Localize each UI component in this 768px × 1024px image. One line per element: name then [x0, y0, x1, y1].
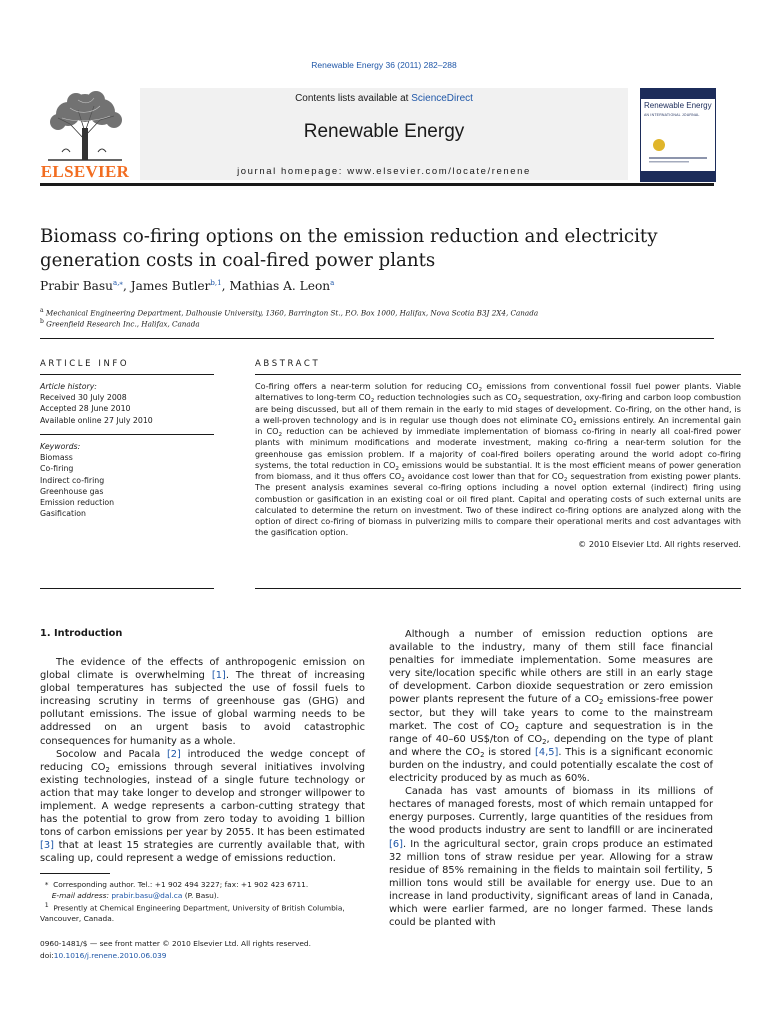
- email-link[interactable]: prabir.basu@dal.ca: [111, 890, 183, 900]
- journal-title: Renewable Energy: [303, 121, 465, 142]
- article-title: Biomass co-firing options on the emission reduction and electricity generation costs in coal-fired power plants: [40, 226, 658, 271]
- reference-link[interactable]: [4,5]: [534, 746, 559, 758]
- keyword-item: Emission reduction: [40, 498, 115, 508]
- author-affil-mark[interactable]: b,1: [210, 279, 222, 287]
- right-column: [389, 628, 713, 929]
- paragraph: The evidence of the effects of anthropogenic emission on global climate is overwhelming [1]. The threat of increasing global temperatures has subjected the use of fossil fuels to increasing scrutiny in terms of greenhouse gas (GHG) and pollutant emissions. The issue of global warming needs to be addressed on an urgent basis to avoid catastrophic consequences for humanity as a whole.: [40, 657, 365, 747]
- keyword-item: Co-firing: [40, 464, 74, 474]
- journal-cover-image[interactable]: [640, 88, 716, 182]
- doi-label: doi:: [40, 951, 54, 960]
- doi-line: [40, 950, 440, 962]
- footnote-rule: [40, 873, 110, 874]
- author-name[interactable]: James Butler: [130, 279, 211, 294]
- author-name[interactable]: Prabir Basu: [40, 279, 114, 294]
- keywords: [40, 441, 214, 519]
- header-rule: [40, 183, 714, 186]
- journal-homepage[interactable]: journal homepage: www.elsevier.com/locate/renene: [237, 166, 531, 177]
- contents-prefix: Contents lists available at: [295, 93, 412, 104]
- affiliation-mark: a: [40, 307, 44, 314]
- abstract-rule: [255, 374, 741, 375]
- author-name[interactable]: Mathias A. Leon: [229, 279, 331, 294]
- footnote-email: [40, 891, 370, 902]
- affiliation-text: Greenfield Research Inc., Halifax, Canada: [46, 319, 200, 329]
- reference-link[interactable]: [6]: [389, 838, 403, 850]
- keywords-label: Keywords:: [40, 442, 81, 451]
- reference-link[interactable]: [3]: [40, 840, 54, 852]
- article-info-bottom-rule: [40, 588, 214, 589]
- paragraph: Canada has vast amounts of biomass in its millions of hectares of managed forests, most of which remain untapped for energy purposes. Currently, large quantities of the residues from the wood products industry are sent to landfill or are incinerated [6]. In the agricultural sector, grain crops produce an estimated 32 million tons of straw residue per year. Allowing for a straw residue of 85% remaining in the fields to maintain soil fertility, 5 million tons would still be available for energy use. Due to an increase in land productivity, significant areas of land in Canada, which were earlier farmed, are no longer farmed. These lands could be planted with: [389, 786, 713, 929]
- author-list: Prabir Basu$^{a,⁎}$, James Butler$^{b,1}$, Mathias A. Leon$^a$: [40, 279, 335, 294]
- doi-link[interactable]: 10.1016/j.renene.2010.06.039: [53, 951, 167, 960]
- tree-logo-icon: [40, 88, 130, 164]
- abstract-heading: ABSTRACT: [255, 359, 321, 369]
- abstract-text: Co-firing offers a near-term solution for reducing $CO_2$ emissions from conventional fossil fuel power plants. Viable alternatives to long-term $CO_2$ reduction technologies such as $CO_2$ sequestration, oxy-firing and carbon loop combustion are being discussed, but all of them remain in the early to mid stages of development. Co-firing, on the other hand, is a well-proven technology and is in regular use though does not eliminate $CO_2$ emissions entirely. An incremental gain in $CO_2$ reduction can be achieved by immediate implementation of biomass co-firing in nearly all coal-fired power plants with minimum modifications and moderate investment, making co-firing a near-term solution for the greenhouse gas emission problem. If a majority of coal-fired boilers operating around the world adopt co-firing systems, the total reduction in $CO_2$ emissions would be substantial. It is the most efficient means of power generation from biomass, and it thus offers $CO_2$ avoidance cost lower than that for $CO_2$ sequestration from existing power plants. The present analysis examines several co-firing options including a novel option external (indirect) firing using combustion or gasification in an existing coal or oil fired plant. Capital and operating costs of such external units are calculated to determine the return on investment. Two of these indirect co-firing options are analyzed along with the option of direct co-firing of biomass in pulverizing mills to compare their operational merits and cost advantages with the gasification option. © 2010 Elsevier Ltd. All rights reserved.: [255, 381, 742, 549]
- footnote-1: [40, 901, 370, 924]
- keyword-item: Biomass: [40, 453, 73, 463]
- affiliation: [40, 316, 720, 329]
- footnote-mark: 1: [44, 902, 49, 909]
- reference-link[interactable]: [1]: [211, 670, 226, 682]
- email-suffix: (P. Basu).: [182, 890, 220, 900]
- cover-emblem-icon: [641, 127, 715, 167]
- footnote-corresponding: [40, 880, 370, 891]
- cover-top-band: [641, 89, 715, 99]
- keyword-item: Greenhouse gas: [40, 486, 104, 496]
- cover-subtitle: AN INTERNATIONAL JOURNAL: [644, 113, 700, 117]
- contents-line: [140, 93, 628, 104]
- history-item: Accepted 28 June 2010: [40, 404, 131, 414]
- footnote-text: Presently at Chemical Engineering Department, University of British Columbia, Vancouver, Canada.: [40, 903, 345, 923]
- affiliation-mark: b: [40, 318, 44, 325]
- footnote-text: Corresponding author. Tel.: +1 902 494 3227; fax: +1 902 423 6711.: [53, 880, 309, 889]
- abstract-bottom-rule: [255, 588, 741, 589]
- cover-title: Renewable Energy: [644, 101, 712, 110]
- footnotes: [40, 880, 370, 924]
- history-item: Received 30 July 2008: [40, 393, 127, 403]
- paragraph: Socolow and Pacala [2] introduced the wedge concept of reducing $CO_2$ emissions through several initiatives involving existing technologies, instead of a single future technology or action that may take longer to develop and stronger willpower to implement. A wedge represents a carbon-cutting strategy that has the potential to grow from zero today to avoiding 1 billion tons of carbon emissions per year by 2055. It has been estimated [3] that at least 15 strategies are currently available that, with scaling up, could represent a wedge of emissions reduction.: [40, 748, 365, 865]
- sciencedirect-link[interactable]: ScienceDirect: [411, 93, 473, 104]
- email-label: E-mail address:: [51, 890, 109, 900]
- issn-line: 0960-1481/$ — see front matter © 2010 Elsevier Ltd. All rights reserved.: [40, 939, 311, 948]
- bottom-info: [40, 938, 440, 962]
- keywords-rule: [40, 434, 214, 435]
- affiliation-text: Mechanical Engineering Department, Dalhousie University, 1360, Barrington St., P.O. Box 1000, Halifax, Nova Scotia B3J 2X4, Canada: [45, 308, 539, 318]
- history-label: Article history:: [40, 382, 97, 391]
- author-affil-mark[interactable]: a,⁎: [113, 279, 123, 287]
- publisher-logo[interactable]: [40, 88, 130, 182]
- history-item: Available online 27 July 2010: [40, 415, 153, 425]
- reference-link[interactable]: [2]: [166, 748, 181, 760]
- paragraph: Although a number of emission reduction options are available to the industry, many of them still face financial penalties for immediate implementation. Some measures are very site/location specific while others are still in an early stage of development. Carbon dioxide sequestration or zero emission power plants represent the future of a $CO_2$ emissions-free power sector, but they will take years to come to the mainstream market. The cost of $CO_2$ capture and sequestration is in the range of 40–60 US$/ton of $CO_2$, depending on the type of plant and where the $CO_2$ is stored [4,5]. This is a significant economic burden on the industry, and could potentially escalate the cost of electricity produced by as much as 60%.: [389, 629, 714, 785]
- cover-bottom-band: [641, 171, 715, 181]
- article-info-rule: [40, 374, 214, 375]
- section-rule: [40, 338, 714, 339]
- abstract-copyright: © 2010 Elsevier Ltd. All rights reserved.: [578, 538, 741, 549]
- journal-citation[interactable]: Renewable Energy 36 (2011) 282–288: [311, 60, 457, 70]
- keyword-item: Indirect co-firing: [40, 475, 105, 485]
- keyword-item: Gasification: [40, 509, 86, 519]
- author-affil-mark[interactable]: a: [330, 279, 335, 287]
- left-column: [40, 656, 365, 866]
- journal-masthead: [140, 88, 628, 180]
- publisher-wordmark: ELSEVIER: [40, 162, 130, 181]
- footnote-mark: *: [44, 880, 49, 889]
- article-history: [40, 381, 214, 426]
- article-info-heading: ARTICLE INFO: [40, 359, 130, 369]
- section-heading: 1. Introduction: [40, 628, 123, 639]
